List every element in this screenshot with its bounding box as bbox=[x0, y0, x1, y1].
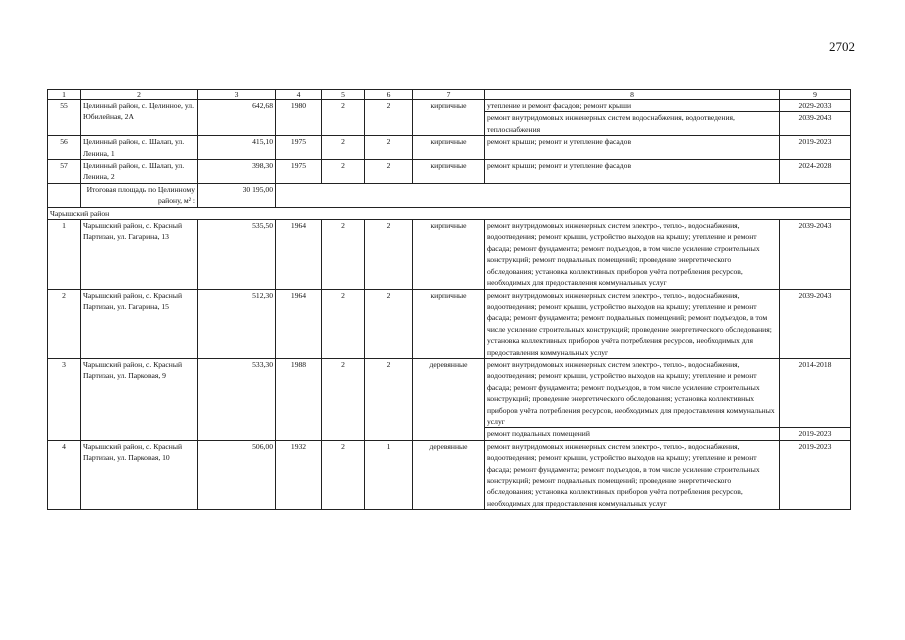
entrances-cell: 1 bbox=[365, 440, 413, 509]
period-cell: 2019-2023 bbox=[780, 136, 851, 160]
floors-cell: 2 bbox=[322, 160, 365, 184]
total-label: Итоговая площадь по Целинному району, м² : bbox=[81, 183, 198, 207]
address-cell: Целинный район, с. Шалап, ул. Ленина, 2 bbox=[81, 160, 198, 184]
section-title: Чарышский район bbox=[48, 207, 851, 219]
floors-cell: 2 bbox=[322, 358, 365, 440]
column-header: 3 bbox=[198, 90, 276, 100]
works-cell: утепление и ремонт фасадов; ремонт крыши bbox=[485, 100, 780, 112]
material-cell: кирпичные bbox=[413, 160, 485, 184]
column-header: 6 bbox=[365, 90, 413, 100]
period-cell: 2039-2043 bbox=[780, 112, 851, 136]
area-cell: 642,68 bbox=[198, 100, 276, 136]
table-row bbox=[48, 358, 851, 427]
entrances-cell: 2 bbox=[365, 289, 413, 358]
material-cell: деревянные bbox=[413, 358, 485, 440]
column-header: 1 bbox=[48, 90, 81, 100]
material-cell: кирпичные bbox=[413, 136, 485, 160]
entrances-cell: 2 bbox=[365, 100, 413, 136]
year-cell: 1964 bbox=[276, 220, 322, 289]
year-cell: 1980 bbox=[276, 100, 322, 136]
floors-cell: 2 bbox=[322, 289, 365, 358]
material-cell: кирпичные bbox=[413, 100, 485, 136]
row-number: 3 bbox=[48, 358, 81, 440]
period-cell: 2014-2018 bbox=[780, 358, 851, 427]
works-cell: ремонт внутридомовых инженерных систем электро-, тепло-, водоснабжения, водоотведения; ремонт крыши, устройство выходов на крышу; утепление и ремонт фасада; ремонт фундамента; ремонт подъездов, в том числе усиление строительных конструкций; ремонт подвальных помещений; проведение энергетического обследования; установка коллективных приборов учёта потребления ресурсов, необходимых для предоставления коммунальных услуг bbox=[485, 440, 780, 509]
floors-cell: 2 bbox=[322, 136, 365, 160]
capital-repair-table bbox=[47, 89, 851, 510]
table-row bbox=[48, 100, 851, 112]
period-cell: 2039-2043 bbox=[780, 289, 851, 358]
table-row bbox=[48, 440, 851, 509]
column-header: 7 bbox=[413, 90, 485, 100]
material-cell: деревянные bbox=[413, 440, 485, 509]
table-row bbox=[48, 160, 851, 184]
works-cell: ремонт внутридомовых инженерных систем водоснабжения, водоотведения, теплоснабжения bbox=[485, 112, 780, 136]
works-cell: ремонт подвальных помещений bbox=[485, 428, 780, 440]
table-row bbox=[48, 136, 851, 160]
page-number: 2702 bbox=[829, 39, 855, 54]
period-cell: 2019-2023 bbox=[780, 428, 851, 440]
works-cell: ремонт внутридомовых инженерных систем электро-, тепло-, водоснабжения, водоотведения; ремонт крыши, устройство выходов на крышу; утепление и ремонт фасада; ремонт фундамента; ремонт подвальных помещений; ремонт подъездов, в том числе усиление строительных конструкций; проведение энергетического обследования; установка коллективных приборов учёта потребления ресурсов, необходимых для предоставления коммунальных услуг bbox=[485, 289, 780, 358]
year-cell: 1988 bbox=[276, 358, 322, 440]
year-cell: 1975 bbox=[276, 136, 322, 160]
table-row bbox=[48, 220, 851, 289]
row-number: 2 bbox=[48, 289, 81, 358]
floors-cell: 2 bbox=[322, 440, 365, 509]
column-header: 4 bbox=[276, 90, 322, 100]
column-header: 2 bbox=[81, 90, 198, 100]
address-cell: Чарышский район, с. Красный Партизан, ул. Парковая, 10 bbox=[81, 440, 198, 509]
area-cell: 415,10 bbox=[198, 136, 276, 160]
address-cell: Чарышский район, с. Красный Партизан, ул. Парковая, 9 bbox=[81, 358, 198, 440]
works-cell: ремонт внутридомовых инженерных систем электро-, тепло-, водоснабжения, водоотведения; ремонт крыши, устройство выходов на крышу; утепление и ремонт фасада; ремонт фундамента; ремонт подъездов, в том числе усиление строительных конструкций; проведение энергетического обследования; установка коллективных приборов учёта потребления ресурсов, необходимых для предоставления коммунальных услуг bbox=[485, 358, 780, 427]
entrances-cell: 2 bbox=[365, 358, 413, 440]
column-header: 5 bbox=[322, 90, 365, 100]
period-cell: 2024-2028 bbox=[780, 160, 851, 184]
entrances-cell: 2 bbox=[365, 136, 413, 160]
year-cell: 1964 bbox=[276, 289, 322, 358]
section-row bbox=[48, 207, 851, 219]
row-number: 55 bbox=[48, 100, 81, 136]
period-cell: 2029-2033 bbox=[780, 100, 851, 112]
area-cell: 512,30 bbox=[198, 289, 276, 358]
entrances-cell: 2 bbox=[365, 160, 413, 184]
material-cell: кирпичные bbox=[413, 289, 485, 358]
works-cell: ремонт внутридомовых инженерных систем электро-, тепло-, водоснабжения, водоотведения; ремонт крыши, устройство выходов на крышу; утепление и ремонт фасада; ремонт фундамента; ремонт подъездов, в том числе усиление строительных конструкций; ремонт подвальных помещений; проведение энергетического обследования; установка коллективных приборов учёта потребления ресурсов, необходимых для предоставления коммунальных услуг bbox=[485, 220, 780, 289]
column-header: 9 bbox=[780, 90, 851, 100]
period-cell: 2019-2023 bbox=[780, 440, 851, 509]
floors-cell: 2 bbox=[322, 220, 365, 289]
area-cell: 506,00 bbox=[198, 440, 276, 509]
address-cell: Чарышский район, с. Красный Партизан, ул. Гагарина, 15 bbox=[81, 289, 198, 358]
address-cell: Чарышский район, с. Красный Партизан, ул. Гагарина, 13 bbox=[81, 220, 198, 289]
floors-cell: 2 bbox=[322, 100, 365, 136]
table-header-row bbox=[48, 90, 851, 100]
table-row bbox=[48, 289, 851, 358]
address-cell: Целинный район, с. Целинное, ул. Юбилейная, 2А bbox=[81, 100, 198, 136]
works-cell: ремонт крыши; ремонт и утепление фасадов bbox=[485, 136, 780, 160]
row-number: 4 bbox=[48, 440, 81, 509]
total-value: 30 195,00 bbox=[198, 183, 276, 207]
column-header: 8 bbox=[485, 90, 780, 100]
address-cell: Целинный район, с. Шалап, ул. Ленина, 1 bbox=[81, 136, 198, 160]
material-cell: кирпичные bbox=[413, 220, 485, 289]
entrances-cell: 2 bbox=[365, 220, 413, 289]
area-cell: 535,50 bbox=[198, 220, 276, 289]
year-cell: 1932 bbox=[276, 440, 322, 509]
row-number: 1 bbox=[48, 220, 81, 289]
row-number: 56 bbox=[48, 136, 81, 160]
period-cell: 2039-2043 bbox=[780, 220, 851, 289]
area-cell: 533,30 bbox=[198, 358, 276, 440]
row-number: 57 bbox=[48, 160, 81, 184]
works-cell: ремонт крыши; ремонт и утепление фасадов bbox=[485, 160, 780, 184]
year-cell: 1975 bbox=[276, 160, 322, 184]
area-cell: 398,30 bbox=[198, 160, 276, 184]
total-row bbox=[48, 183, 851, 207]
